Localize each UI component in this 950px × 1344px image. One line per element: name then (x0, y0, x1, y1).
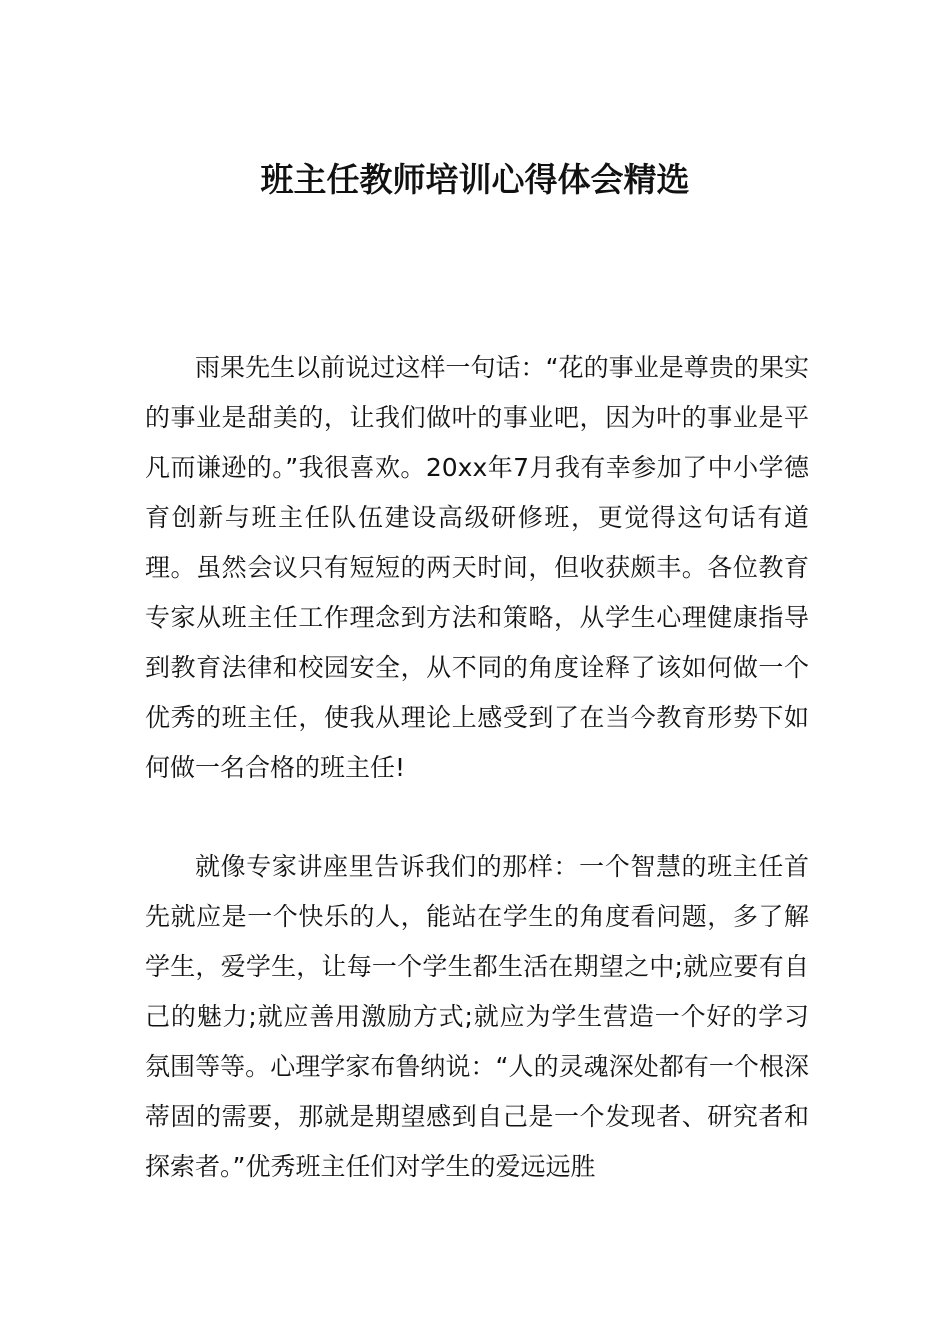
paragraph-2: 就像专家讲座里告诉我们的那样：一个智慧的班主任首先就应是一个快乐的人，能站在学生的角度看问题，多了解学生，爱学生，让每一个学生都生活在期望之中;就应要有自己的魅力;就应善用激励方式;就应为学生营造一个好的学习氛围等等。心理学家布鲁纳说：“人的灵魂深处都有一个根深蒂固的需要，那就是期望感到自己是一个发现者、研究者和探索者。”优秀班主任们对学生的爱远远胜 (145, 852, 809, 1181)
document-title: 班主任教师培训心得体会精选 (260, 160, 690, 199)
paragraph-1: 雨果先生以前说过这样一句话：“花的事业是尊贵的果实的事业是甜美的，让我们做叶的事业吧，因为叶的事业是平凡而谦逊的。”我很喜欢。20xx年7月我有幸参加了中小学德育创新与班主任队伍建设高级研修班，更觉得这句话有道理。虽然会议只有短短的两天时间，但收获颇丰。各位教育专家从班主任工作理念到方法和策略，从学生心理健康指导到教育法律和校园安全，从不同的角度诠释了该如何做一个优秀的班主任，使我从理论上感受到了在当今教育形势下如何做一名合格的班主任! (145, 353, 809, 782)
